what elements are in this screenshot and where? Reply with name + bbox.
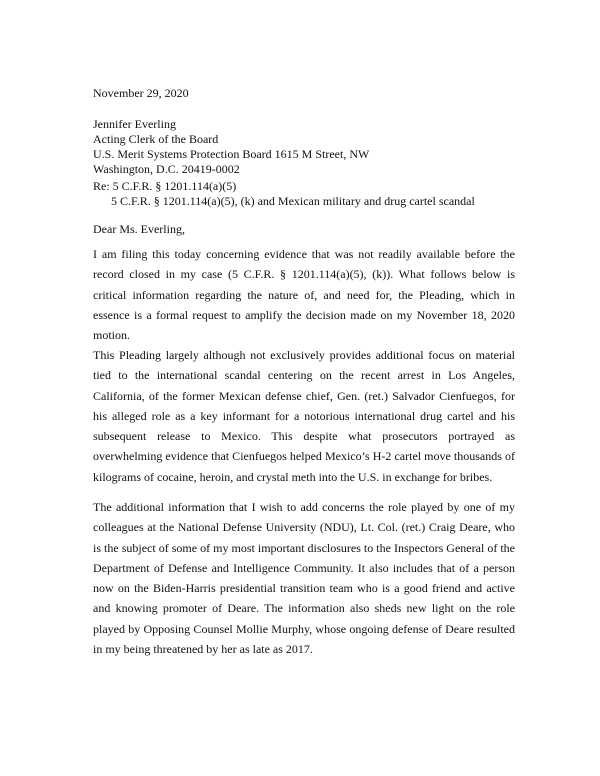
- salutation-block: [93, 222, 515, 237]
- recipient-organization: U.S. Merit Systems Protection Board 1615 M Street, NW: [93, 147, 370, 161]
- paragraph-3: The additional information that I wish to add concerns the role played by one of my colleagues at the National Defense University (NDU), Lt. Col. (ret.) Craig Deare, who is the subject of some of my most important disclosures to the Inspectors General of the Department of Defense and Intelligence Community. It also includes that of a person now on the Biden-Harris presidential transition team who is a good friend and active and knowing promoter of Deare. The information also sheds new light on the role played by Opposing Counsel Mollie Murphy, whose ongoing defense of Deare resulted in my being threatened by her as late as 2017.: [93, 500, 515, 657]
- letter-date-block: [93, 86, 515, 101]
- recipient-address: [93, 117, 515, 177]
- re-line-block: [93, 179, 515, 209]
- letter-date: November 29, 2020: [93, 86, 189, 100]
- recipient-name: Jennifer Everling: [93, 117, 176, 131]
- recipient-title: Acting Clerk of the Board: [93, 132, 219, 146]
- re-line-2: 5 C.F.R. § 1201.114(a)(5), (k) and Mexican military and drug cartel scandal: [111, 194, 475, 208]
- salutation: Dear Ms. Everling,: [93, 222, 185, 236]
- paragraph-2: This Pleading largely although not exclusively provides additional focus on material tied to the international scandal centering on the recent arrest in Los Angeles, California, of the former Mexican defense chief, Gen. (ret.) Salvador Cienfuegos, for his alleged role as a key informant for a notorious international drug cartel and his subsequent release to Mexico. This despite what prosecutors portrayed as overwhelming evidence that Cienfuegos helped Mexico’s H-2 cartel move thousands of kilograms of cocaine, heroin, and crystal meth into the U.S. in exchange for bribes.: [93, 348, 515, 484]
- re-line-1: Re: 5 C.F.R. § 1201.114(a)(5): [93, 179, 237, 193]
- recipient-city: Washington, D.C. 20419-0002: [93, 162, 240, 176]
- paragraph-1: I am filing this today concerning evidence that was not readily available before the record closed in my case (5 C.F.R. § 1201.114(a)(5), (k)). What follows below is critical information regarding the nature of, and need for, the Pleading, which in essence is a formal request to amplify the decision made on my November 18, 2020 motion.: [93, 247, 515, 343]
